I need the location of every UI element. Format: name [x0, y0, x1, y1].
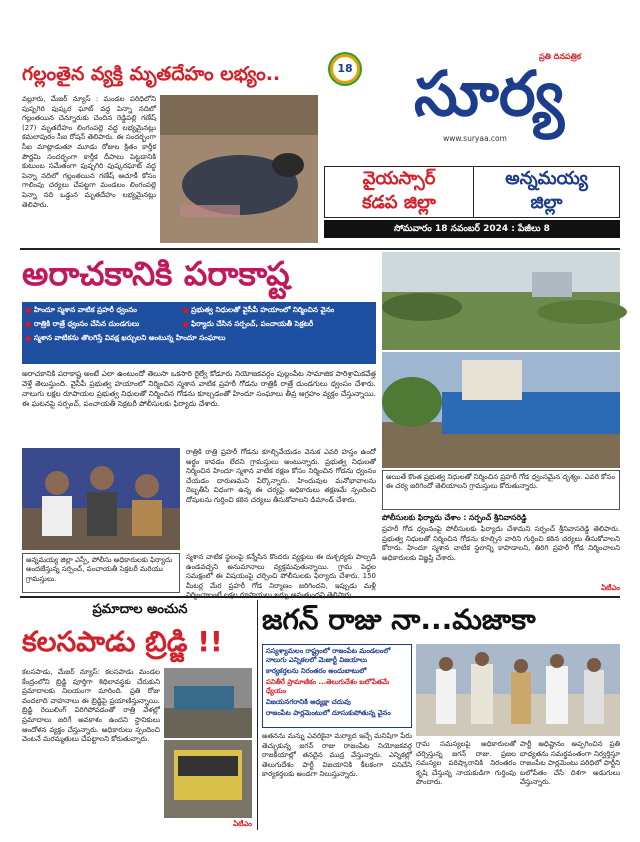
- anniversary-badge-number: 18: [337, 62, 353, 75]
- masthead: [324, 48, 620, 166]
- lead-credit: ఏటీఎం: [601, 584, 620, 592]
- political-photo-caption: గ్రామ సమస్యలపై అధికారులతో చర్చిస్తున్న జగన్ రాజు. ప్రజల సమస్యల పరిష్కారానికి నిరంతరం కృషి చేస్తున్న నాయకుడిగా గుర్తింపు పొందారు.: [416, 740, 516, 787]
- edition-left-line2: కడప జిల్లా: [362, 192, 436, 213]
- lead-photo-caption-left: అన్నమయ్య జిల్లా ఎస్పీ, పోలీసు అధికారులకు ఫిర్యాదు అందజేస్తున్న సర్పంచ్, పంచాయతీ సెక్రటరీ మరియు గ్రామస్తులు.: [22, 553, 180, 593]
- political-headline: జగన్ రాజు నా...మజాకా: [262, 603, 536, 636]
- top-story-headline: గల్లంతైన వ్యక్తి మృతదేహం లభ్యం..: [22, 63, 281, 85]
- lead-story-headline: అరాచకానికి పరాకాష్ట: [22, 254, 290, 293]
- divider-vertical: [257, 600, 258, 830]
- top-story-photo: [160, 95, 318, 243]
- divider-middle: [20, 596, 620, 598]
- political-body1: అతనను మన్ను ఎవరికైనా మర్యాద ఇచ్చే మనిషిగా పేరు తెచ్చుకున్న జగన్ రాజు రాజంపేట నియోజకవర్గ రాజకీయాల్లో తనదైన ముద్ర వేస్తున్నారు. ఎన్నికల్లో తెలుగుదేశం పార్టీ విజయానికి కీలకంగా పనిచేసి కార్యకర్తలకు అండగా నిలుస్తున్నారు.: [262, 732, 412, 779]
- lead-bullet: రాత్రికి రాత్రే ధ్వంసం చేసిన దుండగులు: [26, 319, 177, 330]
- edition-right-line2: జిల్లా: [530, 192, 563, 213]
- bridge-photo-bottom: [164, 740, 252, 818]
- bridge-photo-top: [164, 668, 252, 738]
- police-heading: పోలీసులకు ఫిర్యాదు చేశాం : సర్పంచ్ శ్రీనివాసరెడ్డి: [382, 513, 527, 522]
- lead-photo-caption-right: అయితే కొంత ప్రభుత్వ నిధులతో నిర్మించిన ప్రహరీ గోడ ధ్వంసమైన దృశ్యం. ఎవరి కోసం ఈ చర్య జరిగిందో తెలియాలని గ్రామస్తులు కోరుతున్నారు.: [382, 470, 620, 510]
- political-box-line: రాజంపేట పార్లమెంటులో దూసుకుపోతున్న వైనం: [266, 709, 391, 717]
- masthead-tagline: ప్రతి దినపత్రిక: [538, 52, 582, 61]
- political-box-line: కార్యకర్తలను నిరంతరం అందుబాటులో: [266, 667, 367, 675]
- political-box: [262, 644, 412, 728]
- police-body: ప్రహరీ గోడ ధ్వంసంపై పోలీసులకు ఫిర్యాదు చేశామని సర్పంచ్ శ్రీనివాసరెడ్డి తెలిపారు. ప్రభుత్వ నిధులతో నిర్మించిన గోడను కూల్చిన వారిని గుర్తించి కఠిన చర్యలు తీసుకోవాలని కోరారు. హిందూ స్మశాన వాటిక స్థలాన్ని కాపాడాలని, తిరిగి ప్రహరీ గోడ నిర్మించాలని అధికారులకు విజ్ఞప్తి చేశారు.: [382, 525, 620, 562]
- edition-right: [474, 166, 620, 218]
- political-box-line: విజయనగరానికి అధ్యక్షా చదువు: [266, 698, 351, 706]
- lead-story-bullets: [22, 302, 376, 364]
- lead-bullet: ప్రభుత్వ నిధులతో వైసీపీ హయాంలో నిర్మించిన వైనం: [183, 305, 372, 316]
- lead-bullet: స్మశాన వాటికను తొలగిస్తే వివక్ష ఖర్చులని అంటున్న హిందూ సంఘాలు: [26, 333, 372, 344]
- masthead-logo: సూర్య: [413, 57, 565, 130]
- lead-bullet: హిందూ స్మశాన వాటిక ప్రహరీ ధ్వంసం: [26, 305, 177, 316]
- bridge-headline: కలసపాడు బ్రిడ్జి !!: [22, 625, 223, 658]
- lead-col1: రాత్రికి రాత్రి ప్రహరీ గోడను కూల్చివేయడం వెనుక ఎవరి హస్తం ఉందో అర్థం కావడం లేదని గ్రామస్తులు అంటున్నారు. ప్రభుత్వ నిధులతో నిర్మించిన హిందూ స్మశాన వాటిక రక్షణ కోసం నిర్మించిన గోడను ధ్వంసం చేయడం దారుణమని పేర్కొన్నారు. హిందువుల మనోభావాలను దెబ్బతీసే విధంగా ఉన్న ఈ చర్యపై అధికారులు తక్షణమే స్పందించి దోషులను గుర్తించి కఠిన చర్యలు తీసుకోవాలని డిమాండ్ చేశారు.: [186, 448, 376, 504]
- political-box-line: సస్యశ్యామలం రాష్ట్రంలో రాజంపేట మండలంలో నాలుగు ఎన్నికలలో మెజార్టీ విజయాలు: [266, 647, 391, 664]
- lead-bullet: ఫిర్యాదు చేసిన సర్పంచ్, పంచాయతీ సెక్రటరీ: [183, 319, 372, 330]
- top-story-body: వల్లూరు, మేజర్ న్యూస్ : మండల పరిధిలోని పుష్పగిరి పుష్కర ఘాట్ వద్ద పెన్నా నదిలో గల్లంతయిన చెన్నూరుకు చెందిన రెడ్డిపల్లి గణేష్ (27) మృతదేహం లింగంపల్లె వద్ద లభ్యమైనట్లు కమలాపురం సీఐ రోషన్ తెలిపారు. ఈ సందర్భంగా సీఐ మాట్లాడుతూ మూడు రోజుల క్రితం కార్తీక పౌర్ణమి సందర్భంగా కార్తీక దీపాలు పెట్టడానికి కుటుంబ సమేతంగా పుష్పగిరి పుష్కరఘాట్ వద్ద పెన్నా నదిలో గల్లంతయిన గణేష్ ఆచూకీ కోసం గాలింపు చర్యలు చేపట్టగా మండలం లింగంపల్లె పెన్నా నది ఒడ్డున మృతదేహం లభ్యమైనట్లు తెలిపారు.: [22, 95, 156, 209]
- lead-col2: స్మశాన వాటిక స్థలంపై కన్నేసిన కొందరు వ్యక్తులు ఈ దుశ్చర్యకు పాల్పడి ఉండవచ్చని అనుమానాలు వ్యక్తమవుతున్నాయి. గ్రామ పెద్దల సమక్షంలో ఈ విషయంపై చర్చించి పోలీసులకు ఫిర్యాదు చేశారు. 150 మీటర్ల మేర ప్రహరీ గోడ నిర్మాణం జరిగిందని, ఇప్పుడు మళ్లీ: [186, 553, 376, 590]
- lead-intro: అరాచకానికి పరాకాష్ట అంటే ఎలా ఉంటుందో తెలుసా ఒకసారి రైల్వే కోడూరు నియోజకవర్గం పుల్లంపేట సామాజిక పారిశ్రామికవేత్త వెళ్తే తెలుస్తుంది. వైసీపీ ప్రభుత్వ హయాంలో నిర్మించిన స్మశాన వాటిక ప్రహరీ గోడను రాత్రికి రాత్రే దుండగులు ధ్వంసం చేశారు. నాలుగు లక్షల రూపాయల ప్రభుత్వ నిధులతో నిర్మించిన గోడను కూల్చడంతో హిందూ సంఘాలు తీవ్ర ఆగ్రహం వ్యక్తం చేస్తున్నాయి. ఈ ఘటనపై సర్పంచ్, పంచాయతీ సెక్రటరీ పోలీసులకు ఫిర్యాదు చేశారు.: [22, 369, 376, 408]
- divider-top: [20, 248, 620, 250]
- political-box-line: పనితీరే ప్రామాణికం ...తెలుగుదేశం బలోపేతమే ధ్యేయం: [266, 678, 390, 695]
- bridge-credit: ఏటీఎం: [233, 820, 252, 828]
- masthead-url[interactable]: www.suryaa.com: [443, 134, 507, 143]
- anniversary-badge: [330, 54, 360, 84]
- edition-right-line1: అన్నమయ్య: [505, 168, 588, 189]
- bridge-kicker: ప్రమాదాల అంచున: [92, 602, 188, 617]
- dateline: సోమవారం 18 నవంబర్ 2024 : పేజీలు 8: [324, 220, 620, 238]
- political-photo: [416, 644, 620, 736]
- lead-photo-wall: [382, 352, 620, 468]
- lead-photo-field: [382, 252, 620, 350]
- lead-photo-officials: [22, 448, 180, 550]
- edition-left: [324, 166, 474, 218]
- political-body2: పార్టీ అధిష్టానం అప్పగించిన ప్రతి బాధ్యతను సమర్థవంతంగా నిర్వర్తిస్తూ రాజంపేట పార్లమెంటు పరిధిలో పార్టీని బలోపేతం చేసే దిశగా అడుగులు వేస్తున్నారు.: [520, 740, 620, 787]
- bridge-body: కలసపాడు, మేజర్ న్యూస్: కలసపాడు మండల కేంద్రంలోని బ్రిడ్జి పూర్తిగా శిథిలావస్థకు చేరుకుని ప్రమాదాలకు నిలయంగా మారింది. ప్రతి రోజు వందలాది వాహనాలు ఈ బ్రిడ్జిపై ప్రయాణిస్తున్నాయి. బ్రిడ్జి రెయిలింగ్ విరిగిపోవడంతో రాత్రి వేళల్లో ప్రమాదాలు జరిగే అవకాశం ఉందని స్థానికులు ఆందోళన వ్యక్తం చేస్తున్నారు. అధికారులు స్పందించి వెంటనే మరమ్మతులు చేపట్టాలని కోరుతున్నారు.: [22, 668, 160, 744]
- edition-left-line1: వైయస్సార్: [362, 168, 436, 189]
